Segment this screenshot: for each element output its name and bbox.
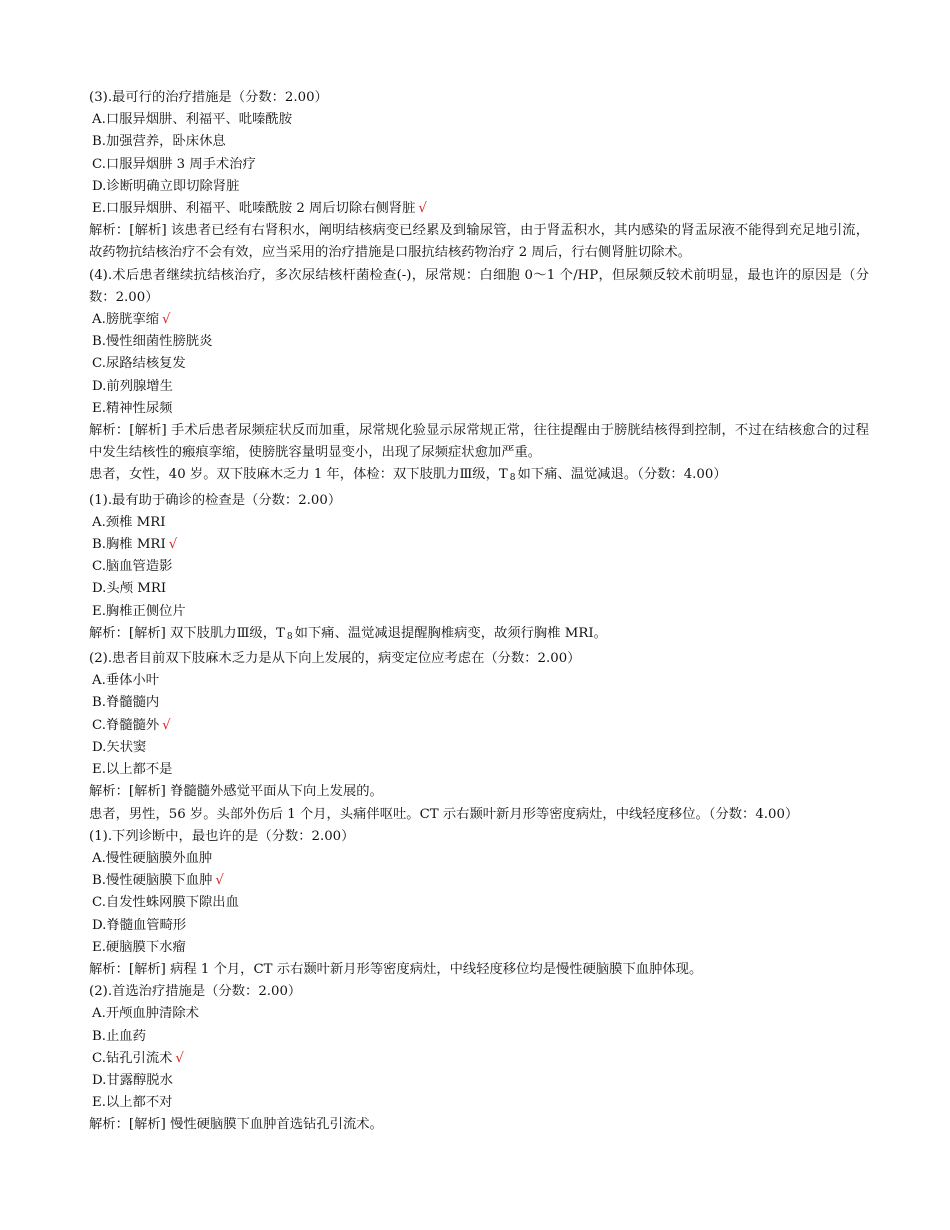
- answer-option: [89, 109, 869, 131]
- line-text: 解析：[解析] 该患者已经有右肾积水，阐明结核病变已经累及到输尿管，由于肾盂积水，其内感染的肾盂尿液不能得到充足地引流，故药物抗结核治疗不会有效，应当采用的治疗措施是口服抗结核药物治疗 2 周后，行右侧肾脏切除术。: [89, 223, 869, 261]
- line-text: C.脊髓髓外: [92, 717, 160, 733]
- line-text: 解析：[解析] 病程 1 个月，CT 示右颞叶新月形等密度病灶，中线轻度移位均是慢性硬脑膜下血肿体现。: [89, 961, 703, 977]
- question-text: [89, 87, 869, 109]
- line-text: D.脊髓血管畸形: [92, 917, 187, 933]
- line-text-continued: 如下痛、温觉减退。（分数：4.00）: [517, 467, 727, 483]
- analysis-text: [89, 959, 869, 981]
- question-text: [89, 265, 869, 309]
- line-text: E.精神性尿频: [92, 400, 173, 416]
- answer-option: [89, 176, 869, 198]
- line-text: C.钻孔引流术: [92, 1050, 173, 1066]
- answer-option: [89, 398, 869, 420]
- line-text: (2).患者目前双下肢麻木乏力是从下向上发展的，病变定位应考虑在（分数：2.00）: [89, 651, 581, 667]
- line-text: 解析：[解析] 双下肢肌力Ⅲ级，T: [89, 625, 285, 641]
- line-text: E.胸椎正侧位片: [92, 603, 186, 619]
- line-text: (2).首选治疗措施是（分数：2.00）: [89, 984, 302, 1000]
- answer-option: [89, 1003, 869, 1025]
- line-text: B.脊髓髓内: [92, 695, 160, 711]
- line-text: (4).术后患者继续抗结核治疗，多次尿结核杆菌检查(-)，尿常规：白细胞 0～1 个/HP，但尿频反较术前明显，最也许的原因是（分数：2.00）: [89, 267, 869, 305]
- line-text: D.前列腺增生: [92, 378, 173, 394]
- line-text: A.膀胱挛缩: [92, 312, 160, 328]
- line-text: A.开颅血肿清除术: [92, 1006, 199, 1022]
- answer-option: [89, 1026, 869, 1048]
- analysis-text: [89, 623, 869, 648]
- answer-option: [89, 556, 869, 578]
- correct-answer-checkmark: √: [418, 201, 427, 217]
- answer-option: [89, 692, 869, 714]
- correct-answer-checkmark: √: [168, 537, 178, 553]
- analysis-text: [89, 781, 869, 803]
- answer-option: [89, 154, 869, 176]
- line-text-continued: 如下痛、温觉减退提醒胸椎病变，故须行胸椎 MRI。: [294, 625, 607, 641]
- line-text: A.慢性硬脑膜外血肿: [92, 850, 213, 866]
- line-text: D.诊断明确立即切除肾脏: [92, 178, 240, 194]
- question-text: [89, 490, 869, 512]
- line-text: 患者，男性，56 岁。头部外伤后 1 个月，头痛伴呕吐。CT 示右颞叶新月形等密度病灶，中线轻度移位。（分数：4.00）: [89, 806, 799, 822]
- answer-option: [89, 870, 869, 892]
- answer-option: [89, 198, 869, 220]
- line-text: C.自发性蛛网膜下隙出血: [92, 895, 239, 911]
- line-text: A.垂体小叶: [92, 673, 160, 689]
- correct-answer-checkmark: √: [162, 717, 171, 733]
- answer-option: [89, 937, 869, 959]
- analysis-text: [89, 1114, 869, 1136]
- analysis-text: [89, 220, 869, 264]
- line-text: D.矢状窦: [92, 739, 147, 755]
- subscript: 8: [286, 631, 293, 642]
- question-text: [89, 981, 869, 1003]
- line-text: 解析：[解析] 手术后患者尿频症状反而加重，尿常规化验显示尿常规正常，往往提醒由于膀胱结核得到控制，不过在结核愈合的过程中发生结核性的瘢痕挛缩，使膀胱容量明显变小，出现了尿频症状愈加严重。: [89, 423, 869, 461]
- line-text: C.尿路结核复发: [92, 356, 186, 372]
- answer-option: [89, 670, 869, 692]
- analysis-text: [89, 420, 869, 464]
- line-text: E.硬脑膜下水瘤: [92, 939, 186, 955]
- answer-option: [89, 578, 869, 600]
- answer-option: [89, 737, 869, 759]
- line-text: B.止血药: [92, 1028, 146, 1044]
- answer-option: [89, 376, 869, 398]
- subscript: 8: [509, 473, 516, 484]
- answer-option: [89, 848, 869, 870]
- answer-option: [89, 759, 869, 781]
- case-stem: [89, 464, 869, 489]
- line-text: C.脑血管造影: [92, 559, 173, 575]
- answer-option: [89, 892, 869, 914]
- line-text: 解析：[解析] 脊髓髓外感觉平面从下向上发展的。: [89, 784, 383, 800]
- line-text: E.以上都不是: [92, 762, 173, 778]
- answer-option: [89, 309, 869, 331]
- answer-option: [89, 1048, 869, 1070]
- answer-option: [89, 601, 869, 623]
- case-stem: [89, 804, 869, 826]
- line-text: (3).最可行的治疗措施是（分数：2.00）: [89, 90, 328, 105]
- answer-option: [89, 915, 869, 937]
- question-text: [89, 826, 869, 848]
- line-text: B.慢性硬脑膜下血肿: [92, 873, 213, 889]
- line-text: E.口服异烟肼、利福平、吡嗪酰胺 2 周后切除右侧肾脏: [92, 201, 416, 217]
- answer-option: [89, 1092, 869, 1114]
- line-text: 解析：[解析] 慢性硬脑膜下血肿首选钻孔引流术。: [89, 1117, 383, 1133]
- line-text: B.胸椎 MRI: [92, 537, 166, 553]
- line-text: D.头颅 MRI: [92, 581, 167, 597]
- answer-option: [89, 534, 869, 556]
- line-text: B.加强营养，卧床休息: [92, 134, 226, 150]
- answer-option: [89, 131, 869, 153]
- answer-option: [89, 353, 869, 375]
- line-text: 患者，女性，40 岁。双下肢麻木乏力 1 年，体检：双下肢肌力Ⅲ级，T: [89, 467, 508, 483]
- line-text: (1).最有助于确诊的检查是（分数：2.00）: [89, 492, 342, 508]
- line-text: C.口服异烟肼 3 周手术治疗: [92, 156, 256, 172]
- line-text: B.慢性细菌性膀胱炎: [92, 334, 213, 350]
- answer-option: [89, 512, 869, 534]
- line-text: A.颈椎 MRI: [92, 514, 166, 530]
- answer-option: [89, 331, 869, 353]
- line-text: E.以上都不对: [92, 1095, 173, 1111]
- answer-option: [89, 715, 869, 737]
- line-text: D.甘露醇脱水: [92, 1072, 173, 1088]
- document-body: [89, 87, 869, 1137]
- correct-answer-checkmark: √: [162, 312, 171, 328]
- correct-answer-checkmark: √: [175, 1050, 184, 1066]
- line-text: (1).下列诊断中，最也许的是（分数：2.00）: [89, 828, 355, 844]
- line-text: A.口服异烟肼、利福平、吡嗪酰胺: [92, 112, 292, 128]
- answer-option: [89, 1070, 869, 1092]
- question-text: [89, 648, 869, 670]
- correct-answer-checkmark: √: [215, 873, 224, 889]
